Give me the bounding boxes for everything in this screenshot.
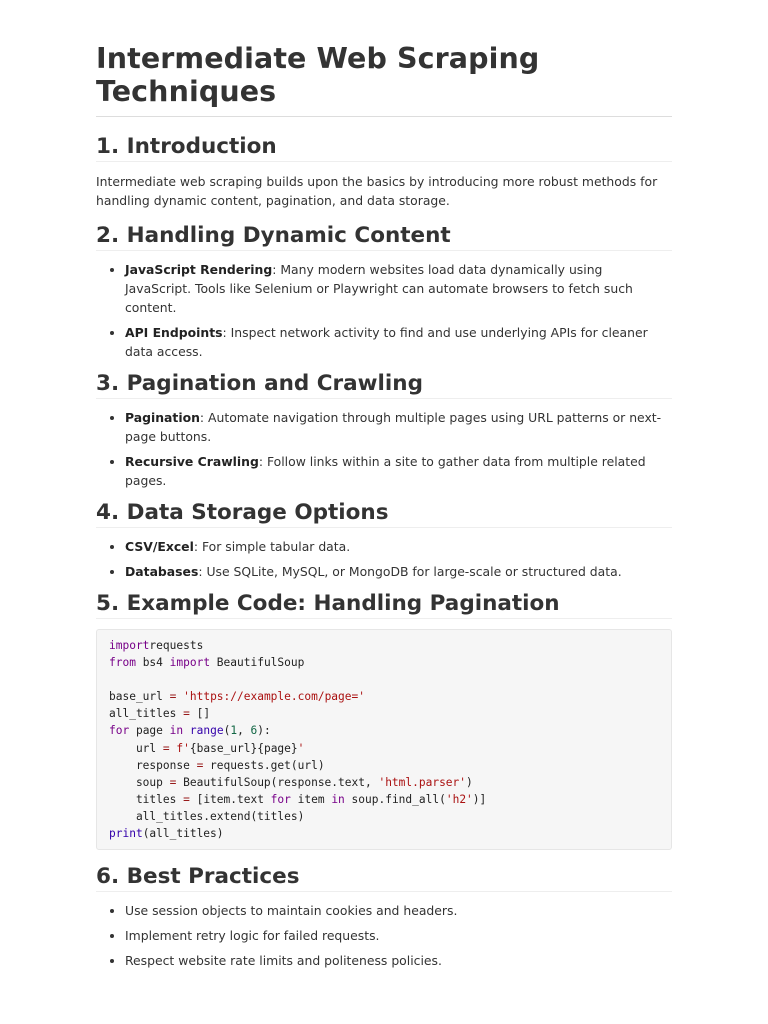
code-line: importrequests — [109, 639, 204, 652]
list-item-term: Databases — [125, 564, 199, 579]
section-heading-example-code: 5. Example Code: Handling Pagination — [96, 591, 672, 619]
code-line: base_url = 'https://example.com/page=' — [109, 690, 365, 704]
code-line: from bs4 import BeautifulSoup — [109, 656, 305, 670]
list-item — [125, 260, 672, 317]
list-item — [125, 537, 672, 556]
list-item-term: Pagination — [125, 410, 200, 425]
code-line — [109, 671, 659, 688]
list-item-term: CSV/Excel — [125, 539, 194, 554]
document-title: Intermediate Web Scraping Techniques — [96, 42, 672, 117]
list-item: • Respect website rate limits and politeness policies. — [125, 951, 672, 970]
dynamic-content-list — [96, 260, 672, 361]
section-heading-dynamic-content: 2. Handling Dynamic Content — [96, 223, 672, 251]
list-item — [125, 408, 672, 446]
list-item: • Implement retry logic for failed requests. — [125, 926, 672, 945]
code-line: all_titles = [] — [109, 707, 211, 721]
section-heading-best-practices: 6. Best Practices — [96, 864, 672, 892]
list-item-text: : Inspect network activity to find and use underlying APIs for cleaner data access. — [125, 325, 648, 359]
list-item: • Use session objects to maintain cookies and headers. — [125, 901, 672, 920]
list-item-text: : For simple tabular data. — [193, 539, 351, 554]
code-line: for page in range(1, 6): — [109, 724, 271, 738]
code-line: response = requests.get(url) — [109, 758, 325, 772]
code-line: titles = [item.text for item in soup.find_all('h2')] — [109, 792, 487, 806]
code-line: print(all_titles) — [109, 827, 224, 841]
best-practices-list — [96, 901, 672, 970]
section-heading-data-storage: 4. Data Storage Options — [96, 500, 672, 528]
list-item — [125, 452, 672, 490]
code-block — [96, 629, 672, 850]
code-line: soup = BeautifulSoup(response.text, 'html.parser') — [109, 775, 473, 789]
introduction-paragraph: Intermediate web scraping builds upon the basics by introducing more robust methods for handling dynamic content, pagination, and data storage. — [96, 174, 658, 208]
list-item-text: : Follow links within a site to gather data from multiple related pages. — [125, 454, 646, 488]
list-item-term: API Endpoints — [125, 325, 223, 340]
section-heading-pagination-crawling: 3. Pagination and Crawling — [96, 371, 672, 399]
code-line: url = f'{base_url}{page}' — [109, 741, 305, 755]
data-storage-list — [96, 537, 672, 581]
list-item — [125, 323, 672, 361]
pagination-crawling-list — [96, 408, 672, 490]
list-item-text: : Many modern websites load data dynamically using JavaScript. Tools like Selenium or Playwright can automate browsers to fetch such content. — [125, 262, 633, 315]
section-heading-introduction: 1. Introduction — [96, 134, 672, 162]
list-item-term: Recursive Crawling — [125, 454, 259, 469]
list-item-term: JavaScript Rendering — [125, 262, 273, 277]
list-item — [125, 562, 672, 581]
list-item-text: : Automate navigation through multiple pages using URL patterns or next-page buttons. — [125, 410, 662, 444]
code-line: all_titles.extend(titles) — [109, 809, 305, 823]
list-item-text: : Use SQLite, MySQL, or MongoDB for large-scale or structured data. — [198, 564, 622, 579]
